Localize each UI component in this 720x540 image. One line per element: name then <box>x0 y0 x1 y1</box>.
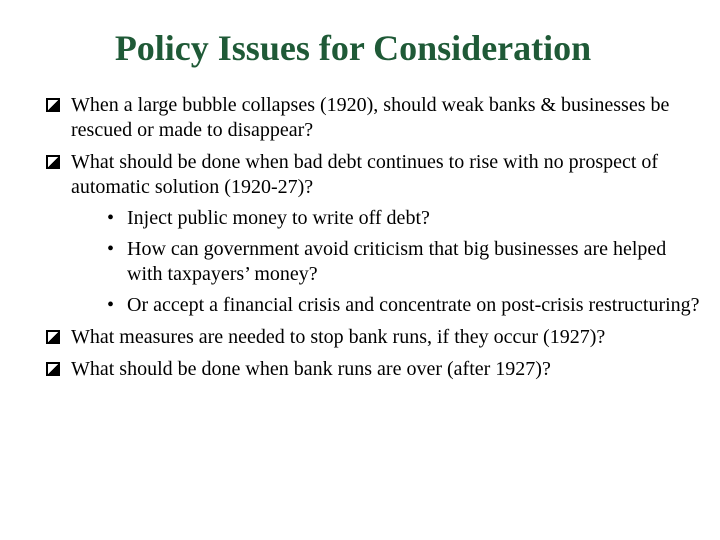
bullet-item <box>46 325 706 350</box>
checkbox-square-icon <box>46 330 60 344</box>
sub-bullet-text: Inject public money to write off debt? <box>127 207 430 229</box>
bullet-text: When a large bubble collapses (1920), should weak banks & businesses be rescued or made to disappear? <box>71 94 670 141</box>
checkbox-square-icon <box>46 98 60 112</box>
sub-bullet-item <box>71 293 706 318</box>
bullet-text: What should be done when bad debt continues to rise with no prospect of automatic solution (1920-27)? <box>71 151 659 198</box>
bullet-dot-icon: • <box>107 238 115 260</box>
bullet-dot-icon: • <box>107 294 115 316</box>
sub-bullet-list <box>71 206 706 318</box>
sub-bullet-text: Or accept a financial crisis and concentrate on post-crisis restructuring? <box>127 294 700 316</box>
bullet-text: What should be done when bank runs are over (after 1927)? <box>71 358 551 380</box>
checkbox-square-icon <box>46 362 60 376</box>
checkbox-square-icon <box>46 155 60 169</box>
sub-bullet-text: How can government avoid criticism that big businesses are helped with taxpayers’ money? <box>127 238 667 285</box>
bullet-item <box>46 93 706 143</box>
bullet-text: What measures are needed to stop bank runs, if they occur (1927)? <box>71 326 606 348</box>
bullet-item <box>46 150 706 318</box>
slide-title: Policy Issues for Consideration <box>114 28 592 68</box>
bullet-item <box>46 357 706 382</box>
sub-bullet-item <box>71 237 706 287</box>
bullet-list <box>46 93 706 389</box>
sub-bullet-item <box>71 206 706 231</box>
bullet-dot-icon: • <box>107 207 115 229</box>
